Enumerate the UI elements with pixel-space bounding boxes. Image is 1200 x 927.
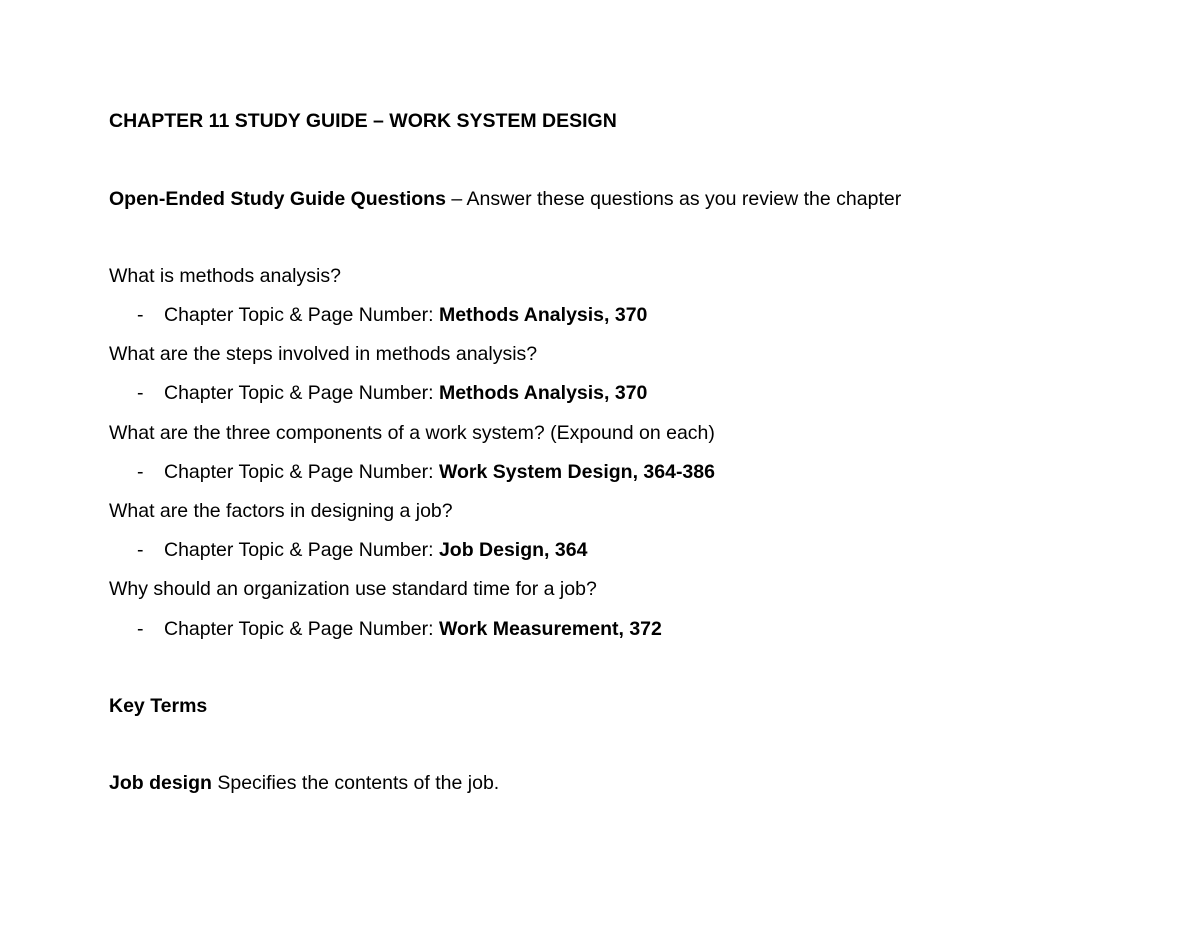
question-2-reference: [137, 381, 647, 405]
bullet-dash: -: [137, 618, 144, 640]
question-5-reference: [137, 617, 662, 641]
key-terms-heading: Key Terms: [109, 695, 208, 717]
reference-value: Methods Analysis, 370: [438, 382, 648, 404]
question-1-reference: [137, 303, 647, 327]
key-term-definition: Specifies the contents of the job.: [211, 772, 500, 794]
intro-instruction: – Answer these questions as you review the chapter: [445, 188, 902, 210]
key-term: Job design: [109, 772, 212, 794]
question-3: What are the three components of a work system? (Expound on each): [109, 422, 715, 444]
question-2: What are the steps involved in methods analysis?: [109, 343, 538, 365]
reference-label: Chapter Topic & Page Number:: [164, 304, 439, 326]
bullet-dash: -: [137, 304, 144, 326]
reference-value: Methods Analysis, 370: [438, 304, 648, 326]
question-1: What is methods analysis?: [109, 265, 341, 287]
question-4: What are the factors in designing a job?: [109, 500, 453, 522]
question-3-reference: [137, 460, 715, 484]
reference-label: Chapter Topic & Page Number:: [164, 461, 439, 483]
reference-value: Work Measurement, 372: [438, 618, 662, 640]
key-term-entry: [109, 771, 499, 795]
bullet-dash: -: [137, 382, 144, 404]
bullet-dash: -: [137, 539, 144, 561]
reference-label: Chapter Topic & Page Number:: [164, 382, 439, 404]
question-5: Why should an organization use standard time for a job?: [109, 578, 597, 600]
reference-value: Work System Design, 364-386: [438, 461, 715, 483]
intro-line: [109, 187, 901, 211]
reference-label: Chapter Topic & Page Number:: [164, 539, 439, 561]
reference-value: Job Design, 364: [438, 539, 588, 561]
question-4-reference: [137, 538, 587, 562]
intro-heading: Open-Ended Study Guide Questions: [109, 188, 446, 210]
bullet-dash: -: [137, 461, 144, 483]
document-title: CHAPTER 11 STUDY GUIDE – WORK SYSTEM DESIGN: [109, 110, 617, 132]
reference-label: Chapter Topic & Page Number:: [164, 618, 439, 640]
